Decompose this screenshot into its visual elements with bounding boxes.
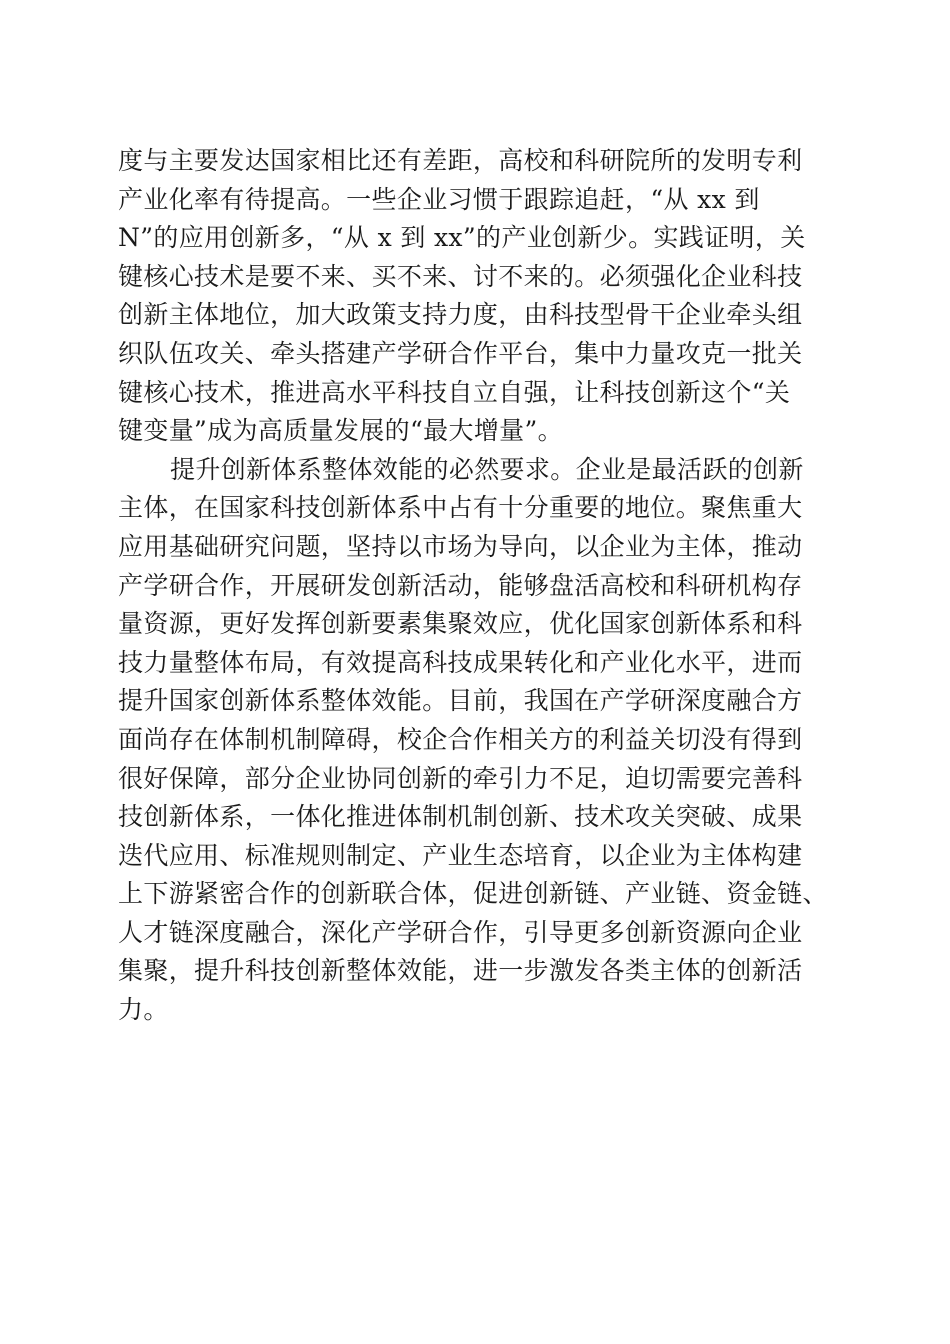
text-line: 面尚存在体制机制障碍，校企合作相关方的利益关切没有得到 [118, 724, 803, 754]
text-line: 集聚，提升科技创新整体效能，进一步激发各类主体的创新活 [118, 956, 803, 986]
text-line: 技力量整体布局，有效提高科技成果转化和产业化水平，进而 [118, 647, 803, 677]
text-line: N”的应用创新多，“从 x 到 xx”的产业创新少。实践证明，关 [118, 223, 806, 253]
paragraph-continuation [118, 142, 838, 451]
text-line: 上下游紧密合作的创新联合体，促进创新链、产业链、资金链、 [118, 879, 828, 909]
text-line: 产学研合作，开展研发创新活动，能够盘活高校和科研机构存 [118, 570, 803, 600]
text-line: 人才链深度融合，深化产学研合作，引导更多创新资源向企业 [118, 917, 803, 947]
text-line: 产业化率有待提高。一些企业习惯于跟踪追赶，“从 xx 到 [118, 184, 760, 214]
text-line: 键变量”成为高质量发展的“最大增量”。 [118, 416, 563, 446]
text-line: 迭代应用、标准规则制定、产业生态培育，以企业为主体构建 [118, 840, 803, 870]
text-line: 键核心技术，推进高水平科技自立自强，让科技创新这个“关 [118, 377, 791, 407]
text-line: 力。 [118, 995, 169, 1025]
text-line: 提升创新体系整体效能的必然要求。企业是最活跃的创新 [170, 454, 804, 484]
body-text [118, 142, 838, 1030]
text-line: 很好保障，部分企业协同创新的牵引力不足，迫切需要完善科 [118, 763, 803, 793]
text-line: 应用基础研究问题，坚持以市场为导向，以企业为主体，推动 [118, 531, 803, 561]
text-line: 技创新体系，一体化推进体制机制创新、技术攻关突破、成果 [118, 802, 803, 832]
text-line: 量资源，更好发挥创新要素集聚效应，优化国家创新体系和科 [118, 609, 803, 639]
paragraph-system-efficiency [118, 451, 838, 1030]
text-line: 主体，在国家科技创新体系中占有十分重要的地位。聚焦重大 [118, 493, 803, 523]
text-line: 键核心技术是要不来、买不来、讨不来的。必须强化企业科技 [118, 261, 803, 291]
text-line: 创新主体地位，加大政策支持力度，由科技型骨干企业牵头组 [118, 300, 803, 330]
text-line: 度与主要发达国家相比还有差距，高校和科研院所的发明专利 [118, 146, 803, 175]
text-line: 提升国家创新体系整体效能。目前，我国在产学研深度融合方 [118, 686, 803, 716]
text-line: 织队伍攻关、牵头搭建产学研合作平台，集中力量攻克一批关 [118, 338, 803, 368]
